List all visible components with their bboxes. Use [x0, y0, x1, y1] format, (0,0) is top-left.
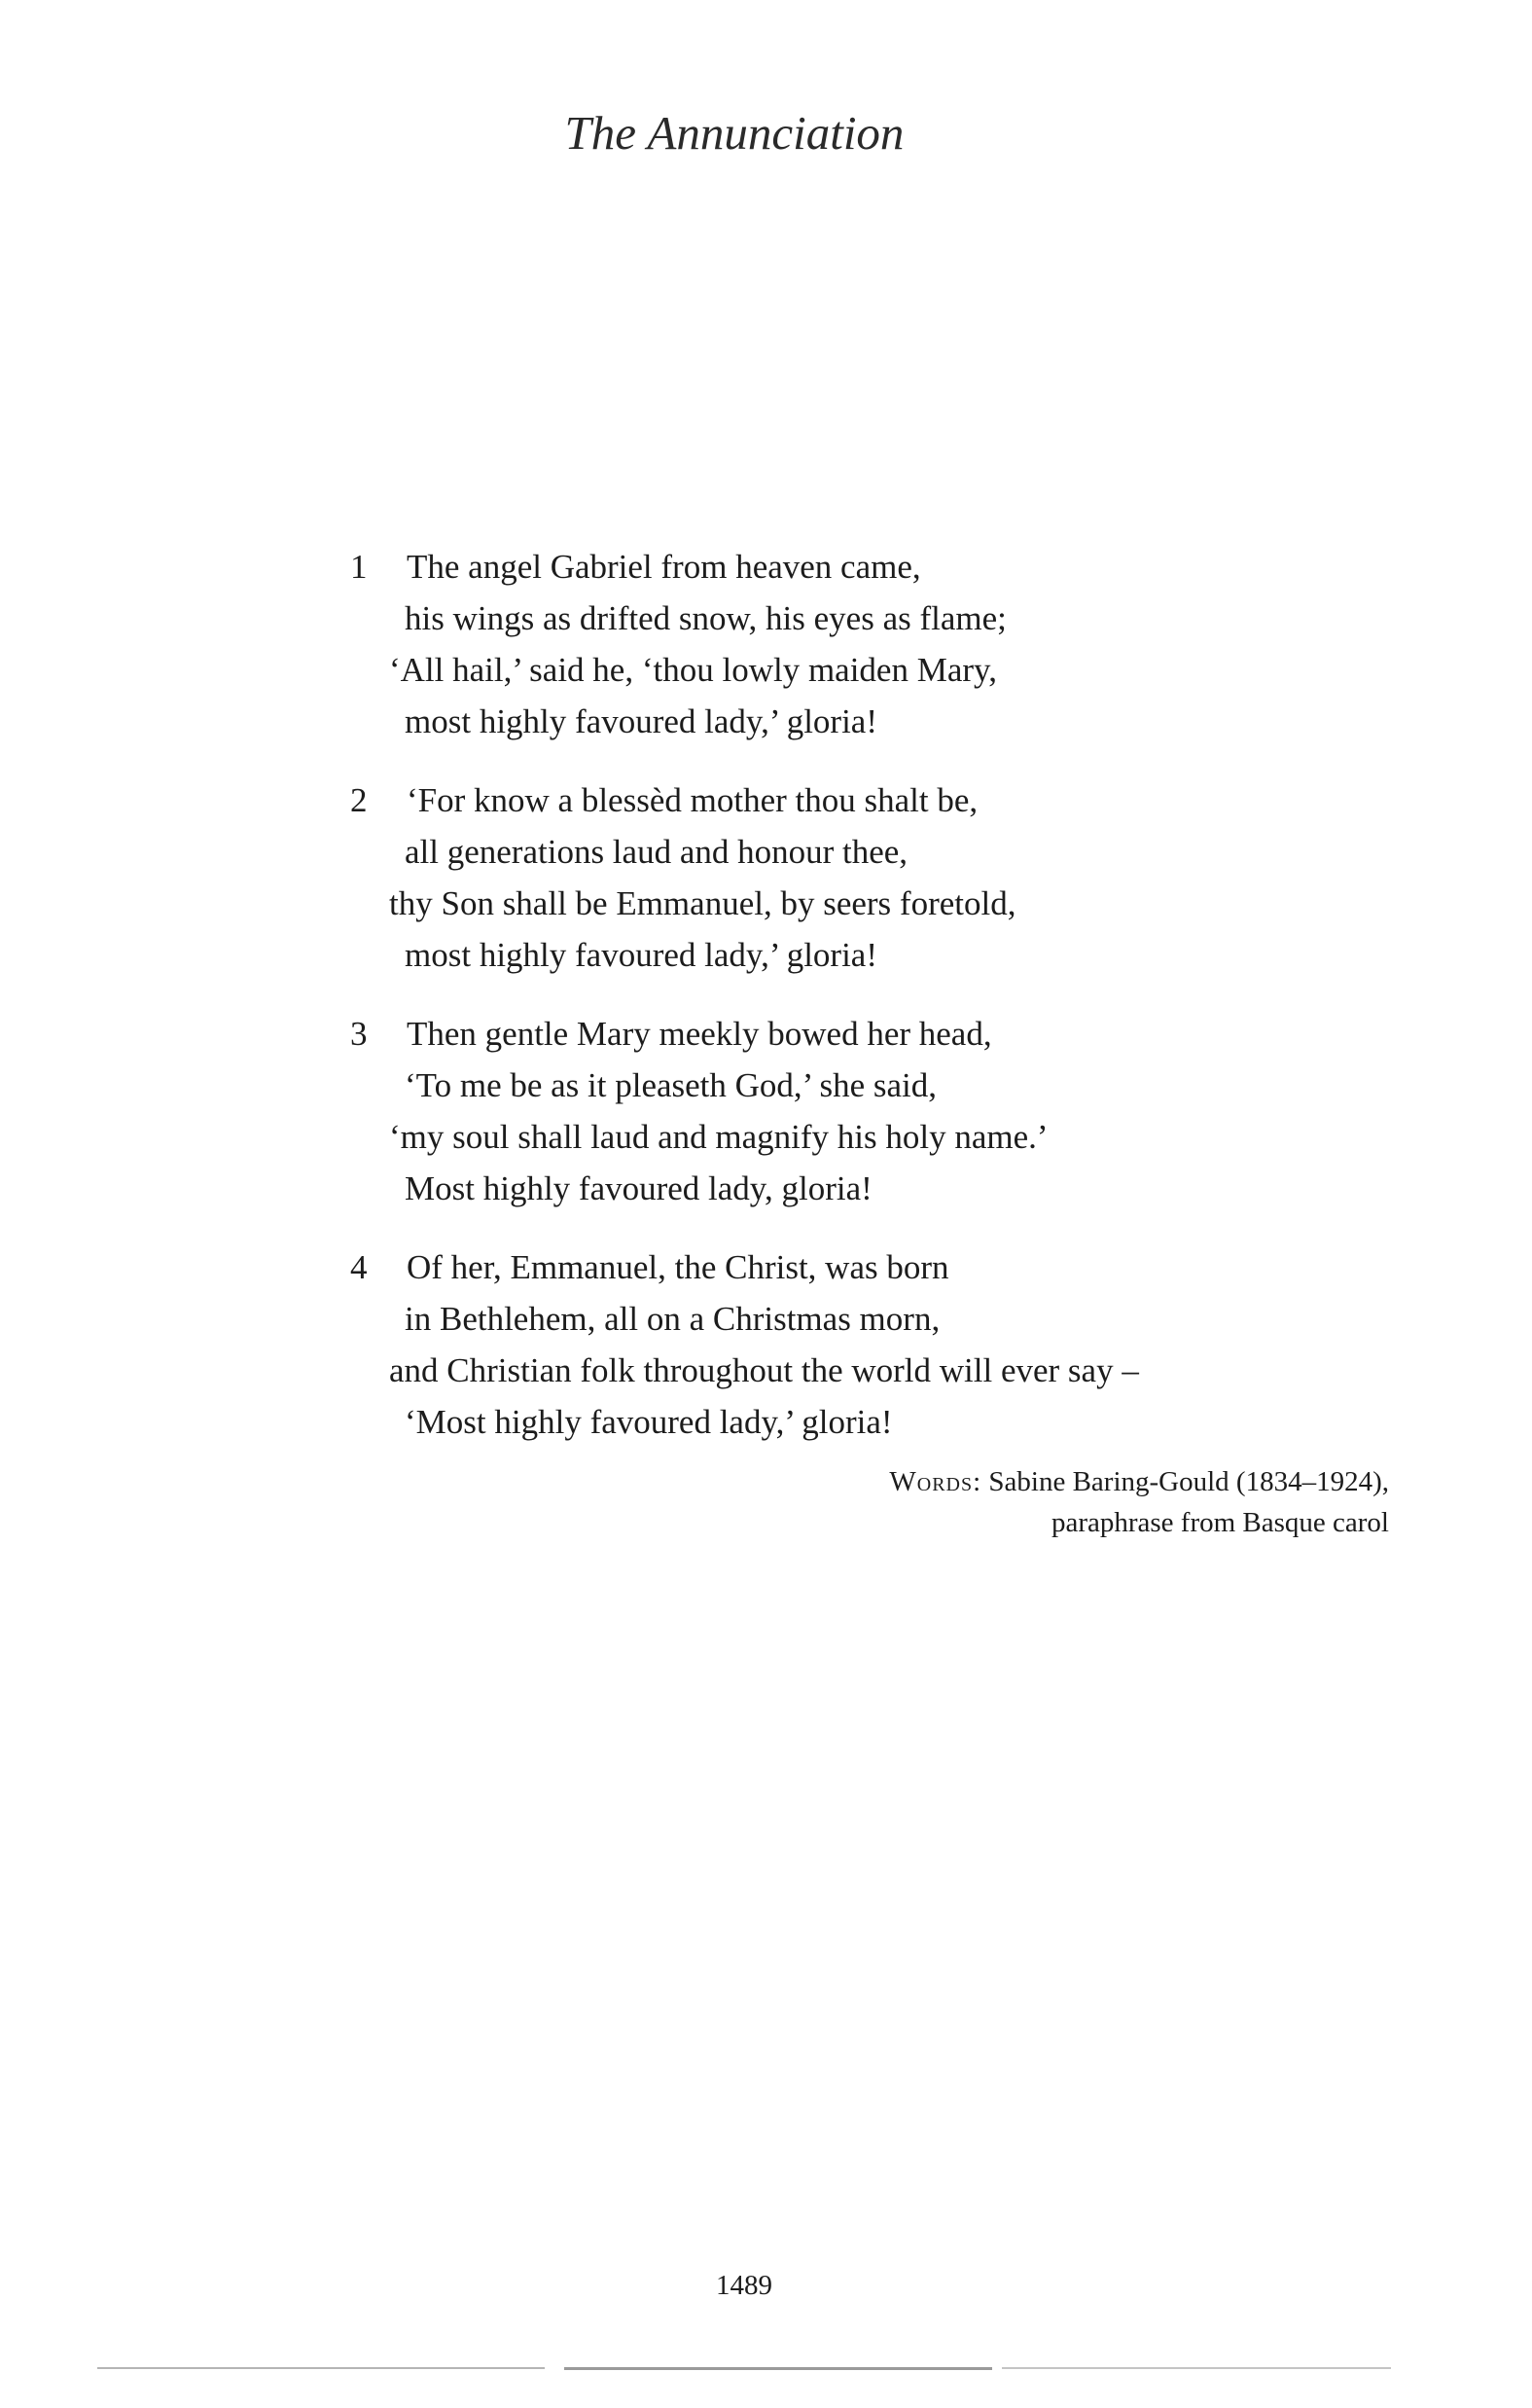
- verse-number: 4: [350, 1248, 368, 1286]
- verse-line: and Christian folk throughout the world will ever say –: [389, 1351, 1139, 1389]
- attribution-author: Sabine Baring-Gould (1834–1924),: [988, 1466, 1389, 1497]
- verse-line: thy Son shall be Emmanuel, by seers foretold,: [389, 884, 1016, 922]
- attribution-source: paraphrase from Basque carol: [1051, 1507, 1389, 1538]
- verse: [350, 1008, 1420, 1214]
- verse-line: ‘Most highly favoured lady,’ gloria!: [405, 1403, 893, 1441]
- words-attribution: [889, 1461, 1389, 1543]
- verse-line: most highly favoured lady,’ gloria!: [405, 936, 877, 974]
- verse-number: 1: [350, 548, 368, 586]
- verse-line: ‘my soul shall laud and magnify his holy name.’: [389, 1118, 1049, 1156]
- verse: [350, 774, 1420, 981]
- scan-edge-line: [97, 2367, 545, 2369]
- verse-line: in Bethlehem, all on a Christmas morn,: [405, 1300, 941, 1338]
- verse-line: ‘All hail,’ said he, ‘thou lowly maiden Mary,: [389, 651, 997, 689]
- verse-number: 2: [350, 781, 368, 819]
- verse: [350, 541, 1420, 747]
- verse-line: his wings as drifted snow, his eyes as flame;: [405, 599, 1007, 637]
- page-number: 1489: [716, 2270, 772, 2301]
- verse-line: ‘For know a blessèd mother thou shalt be,: [407, 781, 979, 819]
- verse-number: 3: [350, 1015, 368, 1053]
- verse-line: Then gentle Mary meekly bowed her head,: [407, 1015, 992, 1053]
- scan-edge-line: [1002, 2367, 1391, 2369]
- verse: [350, 1241, 1420, 1448]
- page-title: The Annunciation: [564, 106, 905, 160]
- verse-line: Of her, Emmanuel, the Christ, was born: [407, 1248, 949, 1286]
- scan-edge-line: [564, 2367, 992, 2370]
- verse-line: all generations laud and honour thee,: [405, 833, 909, 871]
- verse-line: most highly favoured lady,’ gloria!: [405, 702, 877, 740]
- attribution-label: Words:: [889, 1466, 982, 1497]
- attribution-author-line: [889, 1461, 1389, 1502]
- verse-line: Most highly favoured lady, gloria!: [405, 1169, 873, 1207]
- verse-line: The angel Gabriel from heaven came,: [407, 548, 921, 586]
- verse-line: ‘To me be as it pleaseth God,’ she said,: [405, 1066, 938, 1104]
- hymn-verses: [350, 541, 1420, 1475]
